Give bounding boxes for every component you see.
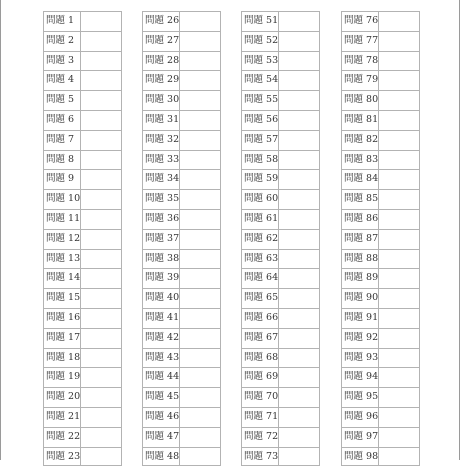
question-label: 問題 55 bbox=[242, 91, 279, 110]
question-label: 問題 56 bbox=[242, 111, 279, 130]
question-label: 問題 28 bbox=[143, 52, 180, 71]
answer-cell[interactable] bbox=[379, 52, 419, 71]
question-row bbox=[44, 447, 121, 466]
question-row bbox=[242, 308, 319, 328]
answer-cell[interactable] bbox=[379, 91, 419, 110]
question-row bbox=[143, 150, 220, 170]
answer-cell[interactable] bbox=[279, 170, 319, 189]
answer-cell[interactable] bbox=[81, 111, 121, 130]
question-label: 問題 72 bbox=[242, 428, 279, 447]
answer-cell[interactable] bbox=[81, 71, 121, 90]
question-row bbox=[342, 51, 419, 71]
answer-cell[interactable] bbox=[379, 329, 419, 348]
answer-cell[interactable] bbox=[279, 111, 319, 130]
question-column-4 bbox=[341, 11, 420, 466]
question-label: 問題 35 bbox=[143, 190, 180, 209]
question-row bbox=[242, 348, 319, 368]
question-label: 問題 21 bbox=[44, 408, 81, 427]
answer-cell[interactable] bbox=[180, 329, 220, 348]
question-row bbox=[44, 308, 121, 328]
question-row bbox=[342, 130, 419, 150]
question-column-2 bbox=[142, 11, 221, 466]
question-label: 問題 96 bbox=[342, 408, 379, 427]
question-label: 問題 47 bbox=[143, 428, 180, 447]
question-label: 問題 5 bbox=[44, 91, 81, 110]
question-label: 問題 73 bbox=[242, 448, 279, 466]
question-row bbox=[44, 367, 121, 387]
question-label: 問題 16 bbox=[44, 309, 81, 328]
answer-cell[interactable] bbox=[81, 368, 121, 387]
question-label: 問題 97 bbox=[342, 428, 379, 447]
question-label: 問題 19 bbox=[44, 368, 81, 387]
question-row bbox=[44, 11, 121, 31]
question-label: 問題 34 bbox=[143, 170, 180, 189]
answer-cell[interactable] bbox=[279, 190, 319, 209]
question-row bbox=[44, 150, 121, 170]
question-row bbox=[342, 427, 419, 447]
question-label: 問題 27 bbox=[143, 32, 180, 51]
answer-cell[interactable] bbox=[180, 230, 220, 249]
question-label: 問題 84 bbox=[342, 170, 379, 189]
question-row bbox=[242, 447, 319, 466]
question-row bbox=[342, 150, 419, 170]
question-label: 問題 94 bbox=[342, 368, 379, 387]
question-row bbox=[242, 189, 319, 209]
answer-cell[interactable] bbox=[81, 230, 121, 249]
answer-cell[interactable] bbox=[279, 210, 319, 229]
question-label: 問題 54 bbox=[242, 71, 279, 90]
answer-cell[interactable] bbox=[180, 250, 220, 269]
answer-cell[interactable] bbox=[81, 131, 121, 150]
answer-cell[interactable] bbox=[279, 71, 319, 90]
question-label: 問題 13 bbox=[44, 250, 81, 269]
answer-cell[interactable] bbox=[180, 32, 220, 51]
question-row bbox=[342, 407, 419, 427]
question-label: 問題 37 bbox=[143, 230, 180, 249]
question-row bbox=[143, 407, 220, 427]
answer-cell[interactable] bbox=[279, 52, 319, 71]
question-row bbox=[242, 407, 319, 427]
question-label: 問題 30 bbox=[143, 91, 180, 110]
answer-cell[interactable] bbox=[81, 190, 121, 209]
answer-cell[interactable] bbox=[180, 71, 220, 90]
question-row bbox=[143, 308, 220, 328]
page-border-left bbox=[0, 0, 1, 460]
question-row bbox=[143, 249, 220, 269]
question-row bbox=[342, 110, 419, 130]
question-row bbox=[44, 209, 121, 229]
question-row bbox=[242, 130, 319, 150]
question-row bbox=[143, 348, 220, 368]
answer-cell[interactable] bbox=[81, 210, 121, 229]
question-label: 問題 62 bbox=[242, 230, 279, 249]
question-label: 問題 77 bbox=[342, 32, 379, 51]
question-label: 問題 82 bbox=[342, 131, 379, 150]
question-label: 問題 90 bbox=[342, 289, 379, 308]
question-label: 問題 93 bbox=[342, 349, 379, 368]
question-label: 問題 70 bbox=[242, 388, 279, 407]
question-row bbox=[143, 90, 220, 110]
question-row bbox=[342, 70, 419, 90]
answer-cell[interactable] bbox=[379, 368, 419, 387]
question-label: 問題 83 bbox=[342, 151, 379, 170]
answer-cell[interactable] bbox=[379, 448, 419, 466]
question-label: 問題 89 bbox=[342, 269, 379, 288]
question-row bbox=[44, 288, 121, 308]
question-row bbox=[342, 447, 419, 466]
question-label: 問題 33 bbox=[143, 151, 180, 170]
question-label: 問題 79 bbox=[342, 71, 379, 90]
question-row bbox=[342, 90, 419, 110]
answer-cell[interactable] bbox=[379, 408, 419, 427]
question-row bbox=[143, 110, 220, 130]
question-label: 問題 8 bbox=[44, 151, 81, 170]
answer-cell[interactable] bbox=[279, 91, 319, 110]
question-row bbox=[44, 31, 121, 51]
question-label: 問題 68 bbox=[242, 349, 279, 368]
question-column-3 bbox=[241, 11, 320, 466]
question-row bbox=[242, 110, 319, 130]
question-row bbox=[342, 387, 419, 407]
answer-cell[interactable] bbox=[81, 91, 121, 110]
answer-cell[interactable] bbox=[81, 309, 121, 328]
question-label: 問題 18 bbox=[44, 349, 81, 368]
question-row bbox=[342, 249, 419, 269]
answer-cell[interactable] bbox=[379, 190, 419, 209]
question-row bbox=[143, 51, 220, 71]
question-row bbox=[143, 427, 220, 447]
answer-cell[interactable] bbox=[180, 368, 220, 387]
answer-cell[interactable] bbox=[279, 131, 319, 150]
question-label: 問題 1 bbox=[44, 12, 81, 31]
answer-cell[interactable] bbox=[379, 349, 419, 368]
question-label: 問題 22 bbox=[44, 428, 81, 447]
answer-cell[interactable] bbox=[379, 170, 419, 189]
question-row bbox=[44, 427, 121, 447]
question-row bbox=[143, 70, 220, 90]
question-label: 問題 23 bbox=[44, 448, 81, 466]
question-row bbox=[44, 169, 121, 189]
question-row bbox=[242, 367, 319, 387]
question-label: 問題 66 bbox=[242, 309, 279, 328]
question-label: 問題 80 bbox=[342, 91, 379, 110]
answer-cell[interactable] bbox=[279, 32, 319, 51]
question-row bbox=[342, 308, 419, 328]
question-row bbox=[342, 169, 419, 189]
question-row bbox=[44, 387, 121, 407]
answer-cell[interactable] bbox=[180, 131, 220, 150]
answer-cell[interactable] bbox=[180, 408, 220, 427]
question-row bbox=[242, 169, 319, 189]
answer-cell[interactable] bbox=[180, 151, 220, 170]
question-row bbox=[242, 249, 319, 269]
answer-cell[interactable] bbox=[379, 12, 419, 31]
question-row bbox=[44, 328, 121, 348]
answer-cell[interactable] bbox=[180, 170, 220, 189]
question-label: 問題 40 bbox=[143, 289, 180, 308]
question-label: 問題 42 bbox=[143, 329, 180, 348]
question-label: 問題 57 bbox=[242, 131, 279, 150]
question-row bbox=[143, 328, 220, 348]
question-label: 問題 58 bbox=[242, 151, 279, 170]
question-row bbox=[44, 189, 121, 209]
answer-cell[interactable] bbox=[81, 170, 121, 189]
question-row bbox=[143, 288, 220, 308]
answer-cell[interactable] bbox=[180, 388, 220, 407]
answer-cell[interactable] bbox=[180, 190, 220, 209]
answer-cell[interactable] bbox=[279, 151, 319, 170]
question-label: 問題 41 bbox=[143, 309, 180, 328]
question-row bbox=[44, 348, 121, 368]
question-row bbox=[342, 367, 419, 387]
answer-cell[interactable] bbox=[81, 52, 121, 71]
question-label: 問題 31 bbox=[143, 111, 180, 130]
question-label: 問題 26 bbox=[143, 12, 180, 31]
question-row bbox=[143, 11, 220, 31]
answer-cell[interactable] bbox=[81, 32, 121, 51]
answer-cell[interactable] bbox=[180, 309, 220, 328]
question-label: 問題 2 bbox=[44, 32, 81, 51]
question-label: 問題 71 bbox=[242, 408, 279, 427]
answer-cell[interactable] bbox=[279, 12, 319, 31]
question-label: 問題 98 bbox=[342, 448, 379, 466]
question-label: 問題 65 bbox=[242, 289, 279, 308]
question-label: 問題 12 bbox=[44, 230, 81, 249]
answer-cell[interactable] bbox=[379, 250, 419, 269]
question-label: 問題 52 bbox=[242, 32, 279, 51]
question-label: 問題 64 bbox=[242, 269, 279, 288]
answer-cell[interactable] bbox=[279, 250, 319, 269]
answer-cell[interactable] bbox=[379, 151, 419, 170]
answer-cell[interactable] bbox=[81, 388, 121, 407]
question-label: 問題 43 bbox=[143, 349, 180, 368]
question-row bbox=[342, 348, 419, 368]
answer-cell[interactable] bbox=[279, 269, 319, 288]
question-label: 問題 69 bbox=[242, 368, 279, 387]
answer-cell[interactable] bbox=[180, 448, 220, 466]
question-row bbox=[242, 70, 319, 90]
answer-cell[interactable] bbox=[180, 349, 220, 368]
answer-cell[interactable] bbox=[180, 269, 220, 288]
question-label: 問題 17 bbox=[44, 329, 81, 348]
question-row bbox=[242, 229, 319, 249]
answer-cell[interactable] bbox=[379, 428, 419, 447]
question-row bbox=[242, 427, 319, 447]
question-column-1 bbox=[43, 11, 122, 466]
question-label: 問題 86 bbox=[342, 210, 379, 229]
question-row bbox=[44, 70, 121, 90]
question-label: 問題 78 bbox=[342, 52, 379, 71]
question-row bbox=[242, 288, 319, 308]
question-row bbox=[143, 31, 220, 51]
answer-cell[interactable] bbox=[379, 32, 419, 51]
question-label: 問題 9 bbox=[44, 170, 81, 189]
question-row bbox=[242, 31, 319, 51]
answer-cell[interactable] bbox=[81, 289, 121, 308]
question-row bbox=[342, 268, 419, 288]
question-row bbox=[44, 110, 121, 130]
question-row bbox=[143, 268, 220, 288]
question-row bbox=[44, 407, 121, 427]
question-row bbox=[143, 447, 220, 466]
answer-cell[interactable] bbox=[81, 448, 121, 466]
question-row bbox=[44, 130, 121, 150]
question-row bbox=[242, 90, 319, 110]
question-row bbox=[342, 209, 419, 229]
question-row bbox=[143, 209, 220, 229]
answer-cell[interactable] bbox=[379, 309, 419, 328]
answer-cell[interactable] bbox=[180, 210, 220, 229]
question-row bbox=[44, 268, 121, 288]
answer-cell[interactable] bbox=[379, 210, 419, 229]
question-label: 問題 6 bbox=[44, 111, 81, 130]
question-row bbox=[242, 51, 319, 71]
answer-cell[interactable] bbox=[379, 388, 419, 407]
question-label: 問題 63 bbox=[242, 250, 279, 269]
answer-cell[interactable] bbox=[379, 71, 419, 90]
question-label: 問題 88 bbox=[342, 250, 379, 269]
question-label: 問題 20 bbox=[44, 388, 81, 407]
answer-cell[interactable] bbox=[81, 428, 121, 447]
question-row bbox=[44, 249, 121, 269]
question-row bbox=[143, 367, 220, 387]
question-label: 問題 53 bbox=[242, 52, 279, 71]
answer-cell[interactable] bbox=[279, 388, 319, 407]
question-row bbox=[143, 130, 220, 150]
answer-cell[interactable] bbox=[279, 368, 319, 387]
answer-cell[interactable] bbox=[81, 349, 121, 368]
question-label: 問題 29 bbox=[143, 71, 180, 90]
question-row bbox=[44, 229, 121, 249]
answer-cell[interactable] bbox=[279, 408, 319, 427]
answer-cell[interactable] bbox=[81, 329, 121, 348]
answer-cell[interactable] bbox=[379, 111, 419, 130]
question-label: 問題 45 bbox=[143, 388, 180, 407]
question-label: 問題 67 bbox=[242, 329, 279, 348]
question-row bbox=[342, 31, 419, 51]
answer-cell[interactable] bbox=[81, 269, 121, 288]
question-label: 問題 95 bbox=[342, 388, 379, 407]
question-label: 問題 14 bbox=[44, 269, 81, 288]
question-label: 問題 44 bbox=[143, 368, 180, 387]
question-label: 問題 46 bbox=[143, 408, 180, 427]
answer-cell[interactable] bbox=[279, 428, 319, 447]
question-row bbox=[342, 288, 419, 308]
question-label: 問題 61 bbox=[242, 210, 279, 229]
answer-cell[interactable] bbox=[81, 408, 121, 427]
answer-cell[interactable] bbox=[379, 230, 419, 249]
question-row bbox=[242, 150, 319, 170]
answer-cell[interactable] bbox=[279, 349, 319, 368]
question-row bbox=[143, 169, 220, 189]
question-label: 問題 87 bbox=[342, 230, 379, 249]
question-label: 問題 38 bbox=[143, 250, 180, 269]
question-row bbox=[143, 387, 220, 407]
answer-cell[interactable] bbox=[180, 12, 220, 31]
answer-cell[interactable] bbox=[379, 131, 419, 150]
answer-cell[interactable] bbox=[180, 52, 220, 71]
answer-cell[interactable] bbox=[279, 289, 319, 308]
answer-cell[interactable] bbox=[180, 289, 220, 308]
answer-cell[interactable] bbox=[180, 111, 220, 130]
question-row bbox=[44, 90, 121, 110]
answer-cell[interactable] bbox=[81, 12, 121, 31]
answer-cell[interactable] bbox=[81, 250, 121, 269]
answer-cell[interactable] bbox=[279, 329, 319, 348]
question-label: 問題 4 bbox=[44, 71, 81, 90]
question-label: 問題 85 bbox=[342, 190, 379, 209]
question-row bbox=[342, 11, 419, 31]
question-row bbox=[242, 387, 319, 407]
question-label: 問題 76 bbox=[342, 12, 379, 31]
answer-cell[interactable] bbox=[81, 151, 121, 170]
question-row bbox=[44, 51, 121, 71]
question-row bbox=[342, 189, 419, 209]
question-label: 問題 81 bbox=[342, 111, 379, 130]
question-row bbox=[143, 229, 220, 249]
question-label: 問題 32 bbox=[143, 131, 180, 150]
question-label: 問題 48 bbox=[143, 448, 180, 466]
answer-cell[interactable] bbox=[180, 428, 220, 447]
question-label: 問題 59 bbox=[242, 170, 279, 189]
answer-cell[interactable] bbox=[279, 309, 319, 328]
question-row bbox=[242, 268, 319, 288]
question-row bbox=[242, 209, 319, 229]
question-label: 問題 11 bbox=[44, 210, 81, 229]
answer-cell[interactable] bbox=[180, 91, 220, 110]
answer-cell[interactable] bbox=[279, 230, 319, 249]
question-label: 問題 15 bbox=[44, 289, 81, 308]
question-label: 問題 7 bbox=[44, 131, 81, 150]
question-label: 問題 3 bbox=[44, 52, 81, 71]
question-row bbox=[242, 328, 319, 348]
answer-cell[interactable] bbox=[279, 448, 319, 466]
question-label: 問題 92 bbox=[342, 329, 379, 348]
question-row bbox=[143, 189, 220, 209]
answer-cell[interactable] bbox=[379, 269, 419, 288]
question-label: 問題 39 bbox=[143, 269, 180, 288]
answer-cell[interactable] bbox=[379, 289, 419, 308]
question-label: 問題 51 bbox=[242, 12, 279, 31]
question-label: 問題 10 bbox=[44, 190, 81, 209]
question-row bbox=[342, 328, 419, 348]
question-label: 問題 91 bbox=[342, 309, 379, 328]
question-label: 問題 36 bbox=[143, 210, 180, 229]
question-label: 問題 60 bbox=[242, 190, 279, 209]
question-row bbox=[342, 229, 419, 249]
question-row bbox=[242, 11, 319, 31]
